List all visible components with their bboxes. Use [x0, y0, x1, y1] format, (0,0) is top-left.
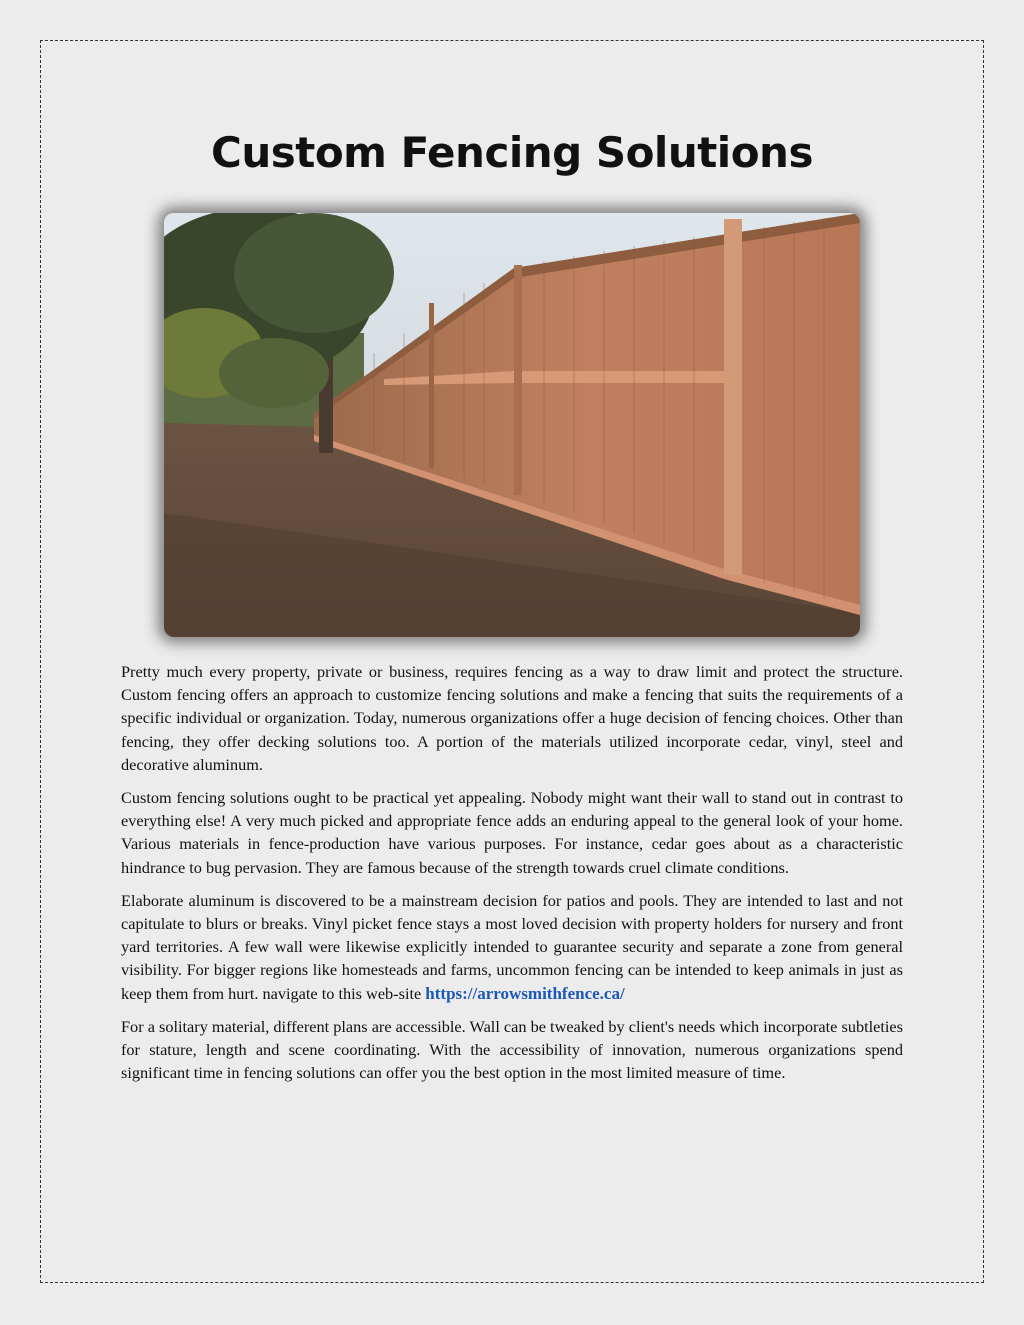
paragraph-1: Pretty much every property, private or business, requires fencing as a way to draw limit and protect the structure. Custom fencing offers an approach to customize fencing solutions and make a fencing that suits the requirements of a specific individual or organization. Today, numerous organizations offer a huge decision of fencing choices. Other than fencing, they offer decking solutions too. A portion of the materials utilized incorporate cedar, vinyl, steel and decorative aluminum.: [121, 662, 903, 774]
paragraph-3: [121, 889, 903, 1005]
paragraph-3-text: Elaborate aluminum is discovered to be a mainstream decision for patios and pools. They are intended to last and not capitulate to blurs or breaks. Vinyl picket fence stays a most loved decision with property holders for nursery and front yard territories. A few wall were likewise explicitly intended to guarantee security and separate a zone from general visibility. For bigger regions like homesteads and farms, uncommon fencing can be intended to keep animals in just as keep them from hurt. navigate to this web-site: [121, 890, 903, 1003]
page-title: Custom Fencing Solutions: [211, 128, 813, 177]
article-body: [121, 660, 903, 1094]
fence-photo-icon: [164, 213, 860, 637]
paragraph-2: Custom fencing solutions ought to be practical yet appealing. Nobody might want their wall to stand out in contrast to everything else! A very much picked and appropriate fence adds an enduring appeal to the general look of your home. Various materials in fence-production have various purposes. For instance, cedar goes about as a characteristic hindrance to bug pervasion. They are famous because of the strength towards cruel climate conditions.: [121, 788, 903, 877]
fence-photo: [164, 213, 860, 637]
website-link[interactable]: https://arrowsmithfence.ca/: [425, 983, 625, 1003]
paragraph-4: For a solitary material, different plans are accessible. Wall can be tweaked by client's needs which incorporate subtleties for stature, length and scene coordinating. With the accessibility of innovation, numerous organizations spend significant time in fencing solutions can offer you the best option in the most limited measure of time.: [121, 1016, 903, 1083]
